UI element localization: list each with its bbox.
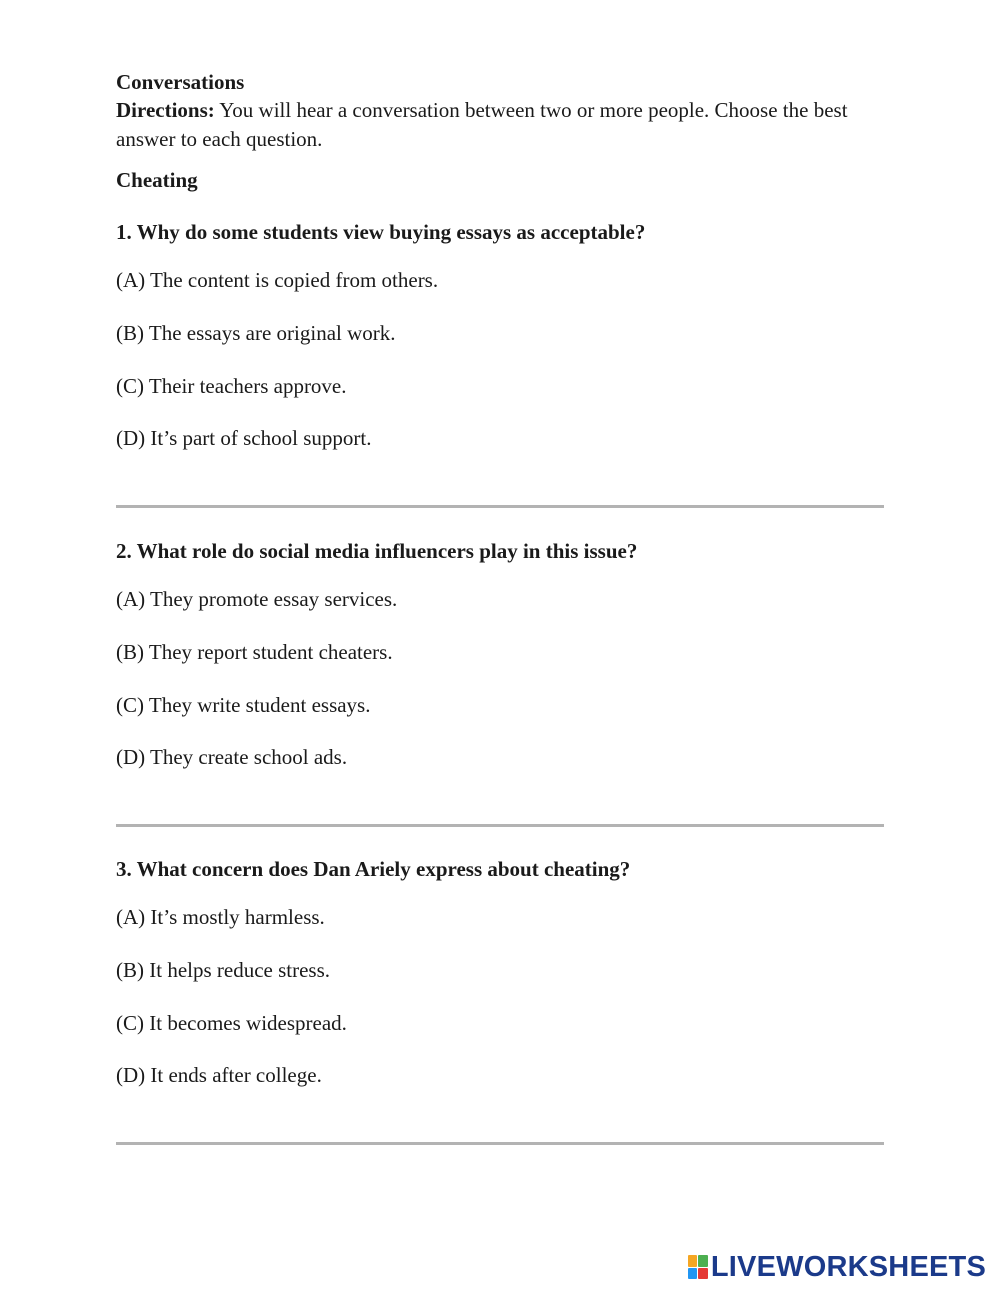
question-text: 1. Why do some students view buying essays as acceptable? <box>116 220 646 244</box>
logo-block <box>688 1255 698 1267</box>
question-text: 2. What role do social media influencers play in this issue? <box>116 539 638 563</box>
question-2 <box>116 537 884 769</box>
answer-option[interactable]: (C) It becomes widespread. <box>116 1011 347 1035</box>
directions-text: You will hear a conversation between two or more people. Choose the best answer to each question. <box>116 98 848 151</box>
question-text: 3. What concern does Dan Ariely express about cheating? <box>116 857 631 881</box>
question-3 <box>116 855 884 1087</box>
answer-option[interactable]: (D) They create school ads. <box>116 745 348 769</box>
answer-option[interactable]: (D) It ends after college. <box>116 1063 322 1087</box>
divider <box>116 1142 884 1145</box>
divider <box>116 505 884 508</box>
answer-option[interactable]: (C) Their teachers approve. <box>116 374 347 398</box>
question-1 <box>116 218 884 450</box>
divider <box>116 824 884 827</box>
directions <box>116 96 884 154</box>
answer-option[interactable]: (B) They report student cheaters. <box>116 640 393 664</box>
answer-option[interactable]: (A) The content is copied from others. <box>116 268 439 292</box>
answer-option[interactable]: (C) They write student essays. <box>116 693 371 717</box>
logo-block <box>698 1268 708 1280</box>
answer-option[interactable]: (A) They promote essay services. <box>116 587 398 611</box>
logo-block <box>698 1255 708 1267</box>
liveworksheets-logo <box>688 1252 986 1282</box>
answer-option[interactable]: (B) The essays are original work. <box>116 321 396 345</box>
section-title: Conversations <box>116 70 245 94</box>
logo-text: LIVEWORKSHEETS <box>710 1251 986 1283</box>
logo-blocks-icon <box>688 1255 708 1279</box>
directions-label: Directions: <box>116 98 215 122</box>
answer-option[interactable]: (D) It’s part of school support. <box>116 426 372 450</box>
answer-option[interactable]: (B) It helps reduce stress. <box>116 958 331 982</box>
logo-block <box>688 1268 698 1280</box>
topic-title: Cheating <box>116 168 198 192</box>
answer-option[interactable]: (A) It’s mostly harmless. <box>116 905 325 929</box>
document-header <box>116 68 884 194</box>
